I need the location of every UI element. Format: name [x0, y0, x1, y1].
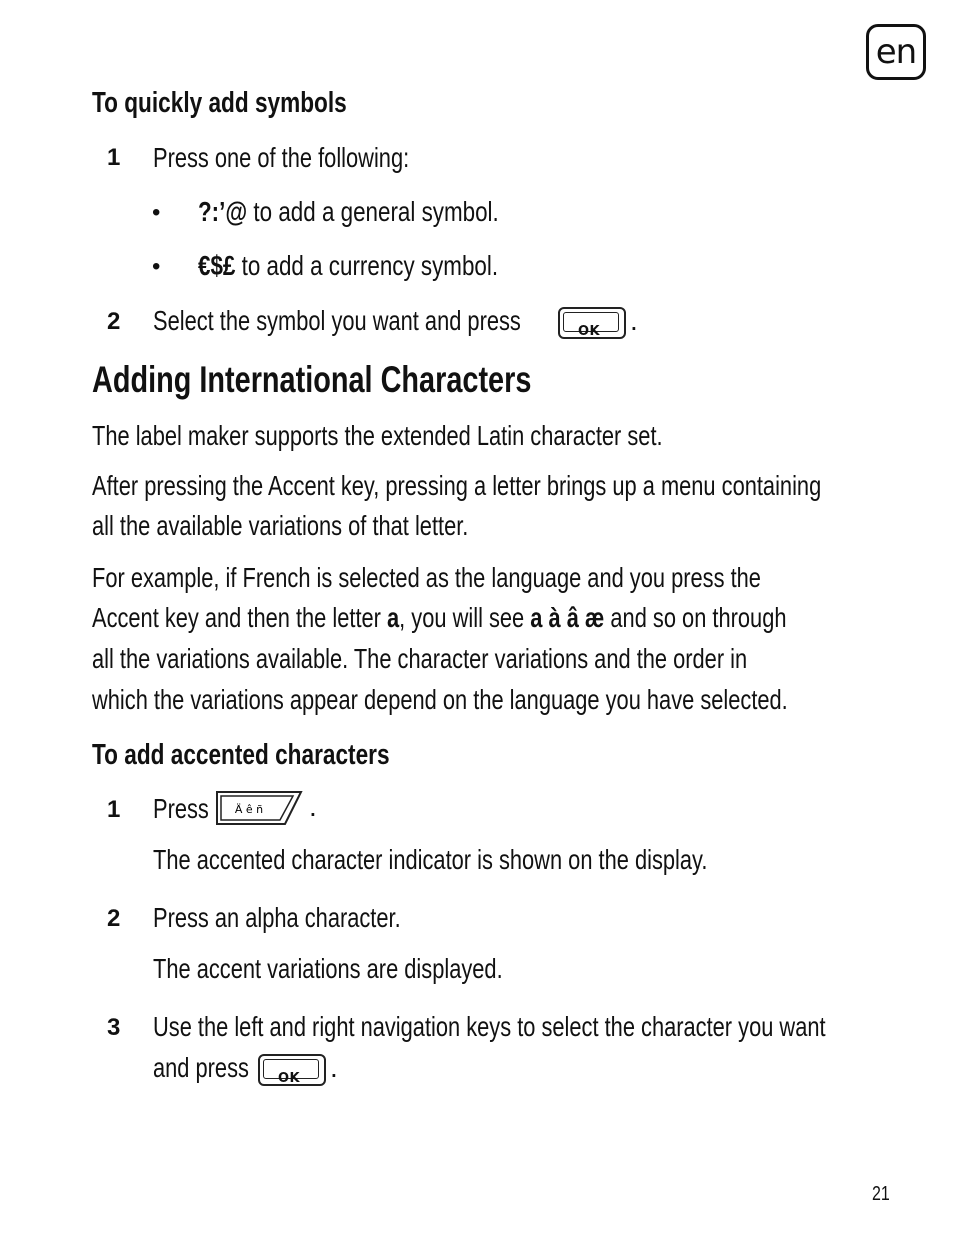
step-result: The accent variations are displayed.	[153, 953, 503, 984]
step-text: Select the symbol you want and press	[153, 305, 521, 336]
general-symbol-key: ?:’@	[198, 196, 248, 227]
step-number: 2	[107, 905, 121, 932]
step-text: Use the left and right navigation keys to select the character you want	[153, 1011, 826, 1042]
accent-key-inline: Ä ê ñ .	[205, 787, 317, 828]
bullet-currency-symbol: €$£ to add a currency symbol.	[198, 250, 499, 281]
paragraph-french-example: For example, if French is selected as the language and you press the	[92, 562, 761, 593]
step-text: Press one of the following:	[153, 142, 410, 173]
ok-key-icon: OK	[258, 1054, 326, 1086]
section-heading-international: Adding International Characters	[92, 359, 532, 400]
ok-key-icon: OK	[558, 307, 626, 339]
section-heading-accented: To add accented characters	[92, 739, 390, 771]
step-number: 1	[107, 144, 121, 171]
step-number: 1	[107, 796, 121, 823]
bullet-marker: •	[152, 253, 161, 280]
section-heading-quick-symbols: To quickly add symbols	[92, 87, 347, 119]
bullet-general-symbol: ?:’@ to add a general symbol.	[198, 196, 499, 227]
language-badge: en	[866, 24, 926, 80]
accent-key-icon	[213, 790, 305, 828]
paragraph-french-example-line2: Accent key and then the letter a, you will see a à â æ and so on through	[92, 602, 787, 633]
paragraph-french-example-line3: all the variations available. The character variations and the order in	[92, 643, 748, 674]
step-number: 3	[107, 1014, 121, 1041]
currency-symbol-key: €$£	[198, 250, 236, 281]
step-number: 2	[107, 308, 121, 335]
paragraph-accent-key: After pressing the Accent key, pressing a letter brings up a menu containing	[92, 470, 822, 501]
paragraph-french-example-line4: which the variations appear depend on the language you have selected.	[92, 684, 788, 715]
step-text-line2: and press	[153, 1052, 249, 1083]
page-number: 21	[872, 1183, 890, 1205]
paragraph-latin-support: The label maker supports the extended Latin character set.	[92, 420, 663, 451]
step-text: Press	[153, 793, 209, 824]
bullet-marker: •	[152, 199, 161, 226]
step-result: The accented character indicator is shown on the display.	[153, 844, 708, 875]
ok-key-inline: OK .	[550, 303, 638, 339]
paragraph-accent-key-line2: all the available variations of that letter.	[92, 510, 469, 541]
accent-key-label: Ä ê ñ	[234, 802, 264, 816]
step-text: Press an alpha character.	[153, 902, 401, 933]
ok-key-inline: OK .	[250, 1050, 338, 1086]
